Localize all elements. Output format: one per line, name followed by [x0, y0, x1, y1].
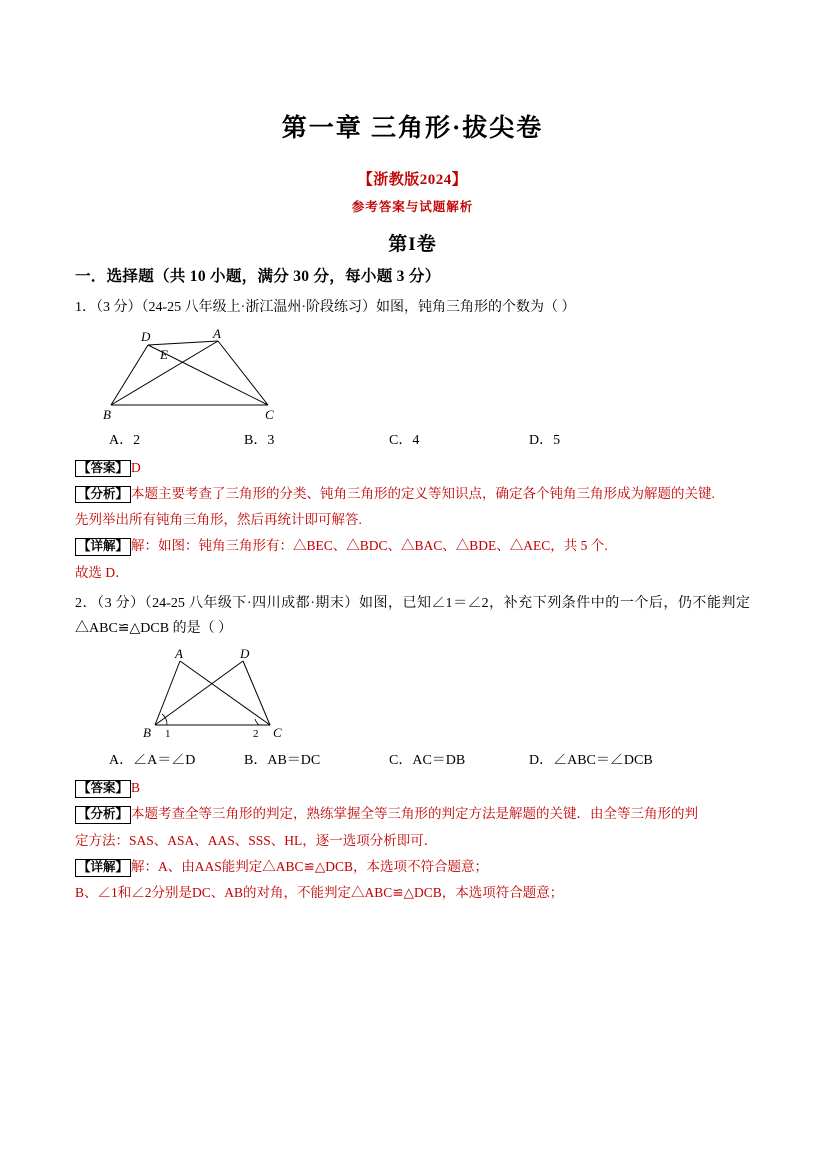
option-1-B[interactable]: B．3 — [244, 432, 275, 448]
paper-number-heading: 第I卷 — [388, 234, 437, 255]
label-D: D — [240, 647, 250, 662]
option-2-B[interactable]: B．AB＝DC — [244, 753, 321, 769]
option-1-A[interactable]: A．2 — [109, 432, 141, 448]
label-A: A — [175, 647, 183, 662]
triangle-figure-2 — [135, 647, 325, 742]
question-2-analysis — [75, 801, 750, 827]
label-angle-1: 1 — [165, 728, 171, 741]
question-1 — [75, 296, 750, 586]
edition-label: 【浙教版2024】 — [357, 172, 468, 188]
page-title: 第一章 三角形·拔尖卷 — [281, 115, 544, 142]
option-2-A[interactable]: A．∠A＝∠D — [109, 753, 196, 769]
label-C: C — [273, 725, 282, 741]
analysis-text-2-line-1: 本题考查全等三角形的判定，熟练掌握全等三角形的判定方法是解题的关键．由全等三角形的判 — [131, 806, 699, 822]
option-2-C[interactable]: C．AC＝DB — [389, 753, 466, 769]
question-2-detail-line-2: B、∠1和∠2分别是DC、AB的对角，不能判定△ABC≌△DCB，本选项符合题意； — [75, 885, 564, 901]
question-1-answer — [75, 455, 750, 481]
question-1-detail — [75, 533, 750, 559]
label-A: A — [213, 326, 221, 341]
triangle-figure-1 — [93, 327, 343, 422]
answer-value-1: D — [131, 459, 141, 475]
label-B: B — [103, 406, 111, 422]
question-1-analysis-line-2: 先列举出所有钝角三角形，然后再统计即可解答. — [75, 512, 362, 528]
question-2-answer — [75, 775, 750, 801]
analysis-label-2: 【分析】 — [75, 806, 131, 824]
question-1-detail-line-2: 故选 D． — [75, 564, 129, 580]
detail-label-2: 【详解】 — [75, 859, 131, 877]
option-1-C[interactable]: C．4 — [389, 432, 420, 448]
option-2-D[interactable]: D．∠ABC＝∠DCB — [529, 753, 653, 769]
question-2 — [75, 592, 750, 907]
answer-label-2: 【答案】 — [75, 780, 131, 798]
detail-text-2-line-1: 解：A、由AAS能判定△ABC≌△DCB，本选项不符合题意； — [131, 859, 488, 874]
page-content — [75, 108, 750, 913]
label-C: C — [265, 406, 274, 422]
answer-label-1: 【答案】 — [75, 460, 131, 478]
question-1-figure — [93, 327, 750, 427]
question-2-detail — [75, 854, 750, 880]
question-2-analysis-line-2: 定方法：SAS、ASA、AAS、SSS、HL，逐一选项分析即可． — [75, 832, 438, 848]
analysis-label-1: 【分析】 — [75, 486, 131, 504]
label-angle-2: 2 — [253, 728, 259, 741]
question-2-options — [109, 749, 750, 769]
question-2-figure — [135, 647, 750, 747]
question-1-analysis — [75, 481, 750, 507]
label-B: B — [143, 725, 151, 741]
analysis-text-1-line-1: 本题主要考查了三角形的分类、钝角三角形的定义等知识点，确定各个钝角三角形成为解题的关键. — [131, 485, 715, 501]
label-E: E — [160, 346, 168, 362]
option-1-D[interactable]: D．5 — [529, 432, 561, 448]
label-D: D — [141, 328, 151, 344]
answer-key-subtitle: 参考答案与试题解析 — [351, 200, 474, 214]
question-2-stem: 2．（3 分）（24-25 八年级下·四川成都·期末）如图，已知∠1＝∠2，补充下列条件中的一个后，仍不能判定△ABC≌△DCB 的是（ ） — [75, 596, 750, 636]
detail-text-1-line-1: 解：如图：钝角三角形有：△BEC、△BDC、△BAC、△BDE、△AEC，共 5 个. — [131, 538, 608, 554]
question-1-options — [109, 429, 750, 449]
detail-label-1: 【详解】 — [75, 538, 131, 556]
question-1-stem: 1．（3 分）（24-25 八年级上·浙江温州·阶段练习）如图，钝角三角形的个数为（ ） — [75, 300, 576, 315]
answer-value-2: B — [131, 780, 141, 796]
section-heading: 一．选择题（共 10 小题，满分 30 分，每小题 3 分） — [75, 268, 441, 285]
